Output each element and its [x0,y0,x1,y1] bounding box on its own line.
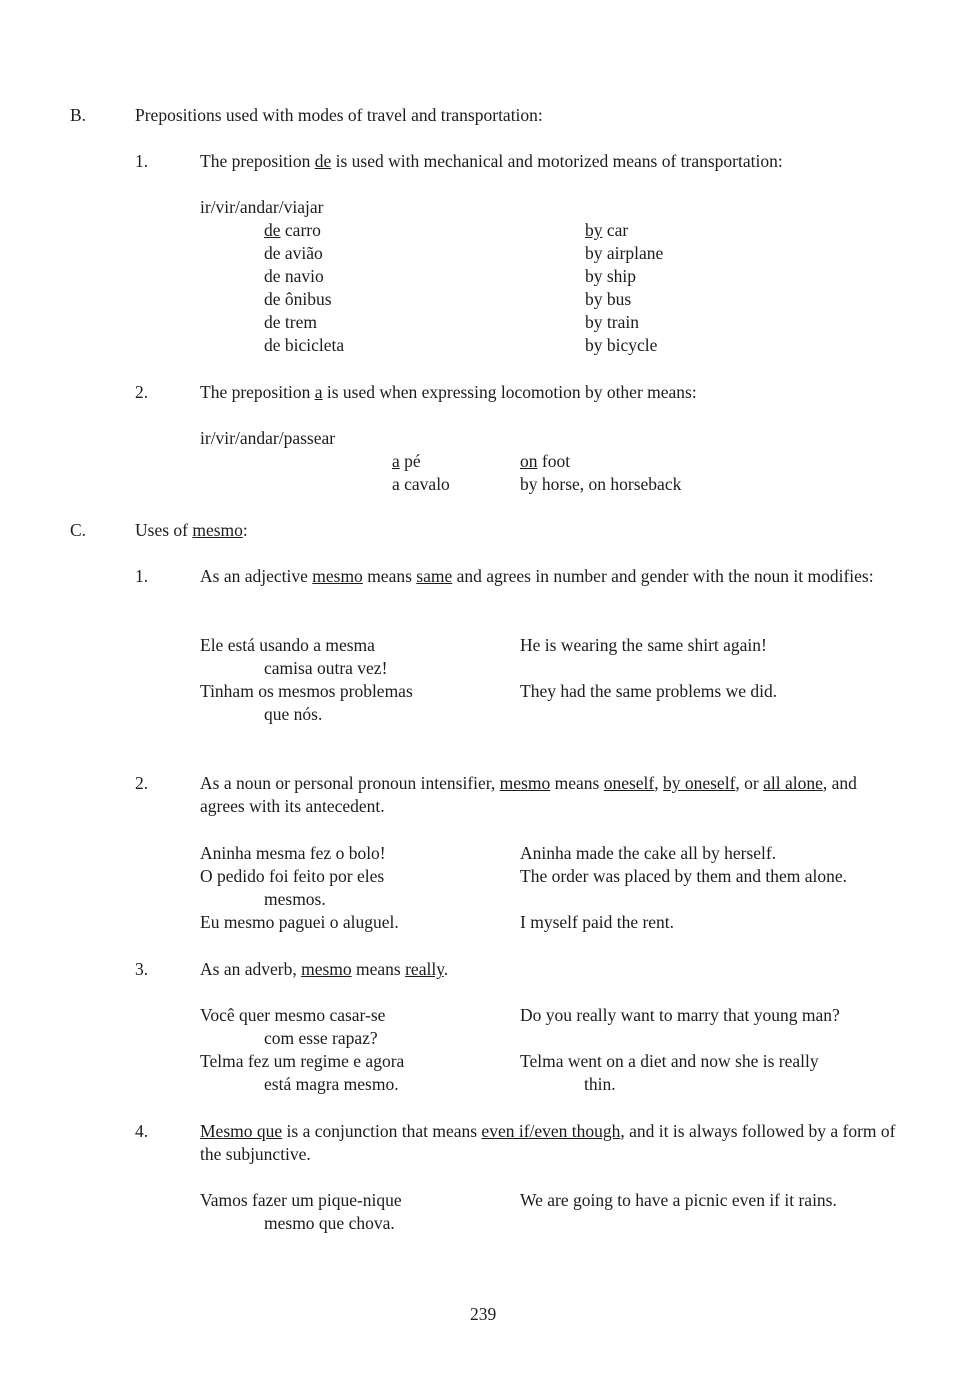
b1-underlined-word: de [314,151,332,171]
c3-number: 3. [135,959,149,979]
c4-statement: Mesmo que is a conjunction that means even if/even though, and it is always followed by a form of the subjunctive. [200,1121,896,1164]
c2-statement: As a noun or personal pronoun intensifier, mesmo means oneself, by oneself, or all alone, and agrees with its antecedent. [200,773,857,816]
b1-pt-item: de carro [264,220,321,240]
c1-example-pt-cont: que nós. [264,704,323,724]
c1-example-pt-cont: camisa outra vez! [264,658,388,678]
c1-example-en: He is wearing the same shirt again! [520,635,767,655]
c2-example-en: Aninha made the cake all by herself. [520,843,777,863]
c4-example-pt-cont: mesmo que chova. [264,1213,395,1233]
c2-example-pt: Eu mesmo paguei o aluguel. [200,912,399,932]
b1-en-item: by airplane [585,243,664,263]
b2-statement: The preposition a is used when expressing locomotion by other means: [200,382,697,402]
c3-example-pt-cont: com esse rapaz? [264,1028,378,1048]
section-b-letter: B. [70,105,87,125]
c2-example-en: The order was placed by them and them alone. [520,866,848,886]
b1-pt-item: de trem [264,312,317,332]
b2-en-item: by horse, on horseback [520,474,682,494]
c4-example-pt: Vamos fazer um pique-nique [200,1190,402,1210]
b1-en-item: by car [585,220,629,240]
b2-underlined-word: a [314,382,323,402]
c2-number: 2. [135,773,149,793]
b1-verbs: ir/vir/andar/viajar [200,197,324,217]
c2-example-pt: O pedido foi feito por eles [200,866,385,886]
b1-pt-item: de avião [264,243,323,263]
section-c-letter: C. [70,520,87,540]
c4-number: 4. [135,1121,149,1141]
b2-number: 2. [135,382,149,402]
c3-example-en-cont: thin. [584,1074,616,1094]
c3-example-en: Telma went on a diet and now she is really [520,1051,819,1071]
c1-example-pt: Ele está usando a mesma [200,635,375,655]
c2-example-pt: Aninha mesma fez o bolo! [200,843,386,863]
b2-pt-item: a cavalo [392,474,450,494]
c1-number: 1. [135,566,149,586]
c1-statement: As an adjective mesmo means same and agrees in number and gender with the noun it modifies: [200,566,874,586]
c3-example-pt-cont: está magra mesmo. [264,1074,399,1094]
section-b-heading: Prepositions used with modes of travel and transportation: [135,105,543,125]
c3-example-en: Do you really want to marry that young man? [520,1005,840,1025]
c2-example-pt-cont: mesmos. [264,889,326,909]
b1-statement: The preposition de is used with mechanical and motorized means of transportation: [200,151,783,171]
b1-number: 1. [135,151,149,171]
b2-pt-item: a pé [392,451,421,471]
c3-example-pt: Telma fez um regime e agora [200,1051,405,1071]
b1-pt-item: de ônibus [264,289,332,309]
b1-en-item: by bus [585,289,632,309]
section-c-heading: Uses of mesmo: [135,520,248,540]
c3-example-pt: Você quer mesmo casar-se [200,1005,386,1025]
c4-example-en: We are going to have a picnic even if it rains. [520,1190,837,1210]
b1-pt-item: de bicicleta [264,335,345,355]
page-number: 239 [470,1304,497,1324]
c2-example-en: I myself paid the rent. [520,912,675,932]
b1-en-item: by bicycle [585,335,658,355]
b2-en-item: on foot [520,451,571,471]
c1-example-pt: Tinham os mesmos problemas [200,681,413,701]
c1-example-en: They had the same problems we did. [520,681,778,701]
b2-verbs: ir/vir/andar/passear [200,428,336,448]
b1-en-item: by train [585,312,639,332]
c3-statement: As an adverb, mesmo means really. [200,959,449,979]
b1-en-item: by ship [585,266,637,286]
b1-pt-item: de navio [264,266,324,286]
